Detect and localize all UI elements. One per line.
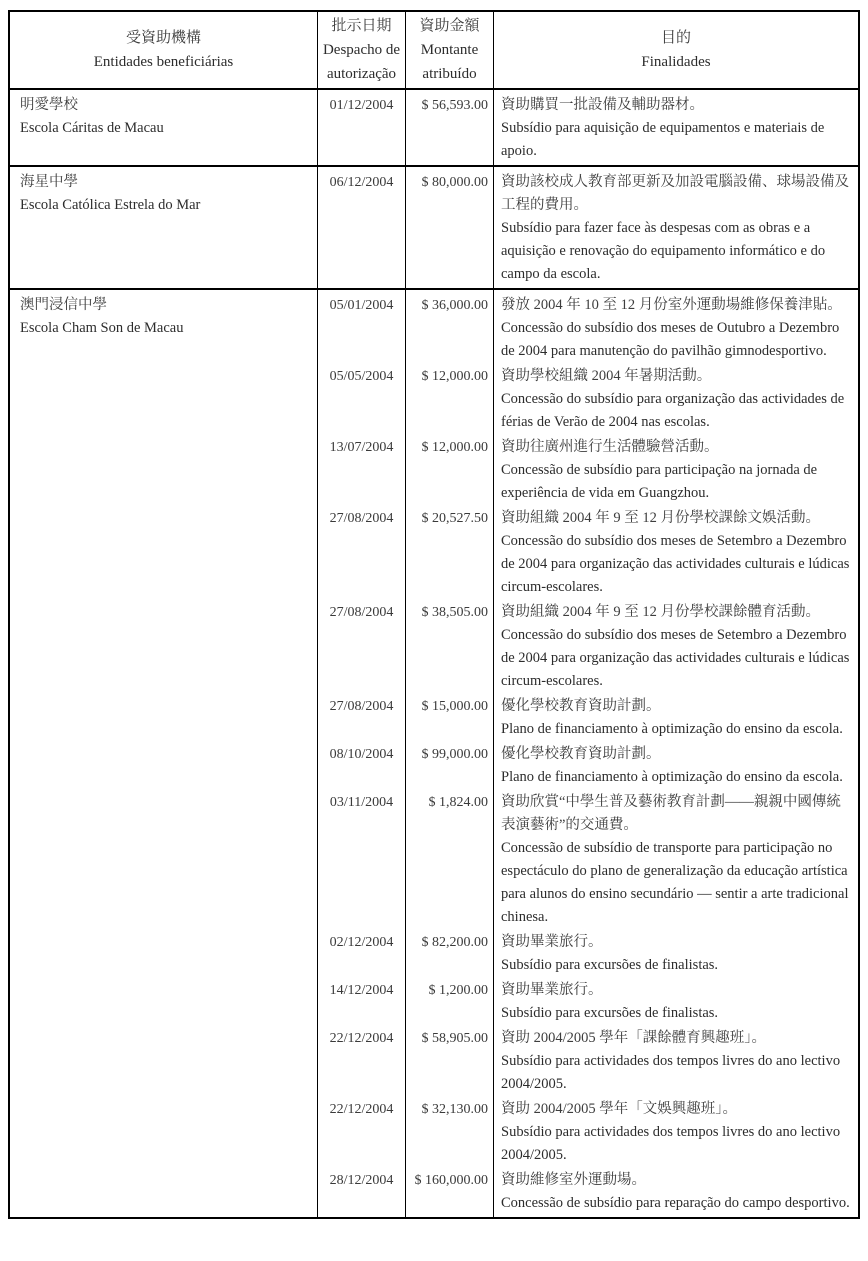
- authorization-date: 27/08/2004: [318, 601, 406, 695]
- purpose-cell: [494, 167, 858, 288]
- entries: [318, 290, 858, 1217]
- purpose-cell: [494, 601, 858, 695]
- amount-attributed: $ 12,000.00: [406, 365, 494, 436]
- purpose-pt: Subsídio para excursões de finalistas.: [501, 957, 719, 973]
- purpose-zh: 資助學校組織 2004 年暑期活動。: [501, 368, 712, 384]
- purpose-cell: [494, 1169, 858, 1217]
- amount-attributed: $ 20,527.50: [406, 507, 494, 601]
- purpose-pt: Subsídio para actividades dos tempos livres do ano lectivo 2004/2005.: [501, 1124, 841, 1163]
- entity-cell: [10, 90, 318, 165]
- amount-attributed: $ 1,200.00: [406, 979, 494, 1027]
- purpose-zh: 資助該校成人教育部更新及加設電腦設備、球場設備及工程的費用。: [501, 174, 849, 213]
- amount-attributed: $ 15,000.00: [406, 695, 494, 743]
- purpose-cell: [494, 931, 858, 979]
- subsidy-entry: [318, 436, 858, 507]
- purpose-cell: [494, 1027, 858, 1098]
- header-entity-pt: Entidades beneficiárias: [93, 54, 234, 70]
- purpose-zh: 資助維修室外運動場。: [501, 1172, 646, 1188]
- purpose-zh: 優化學校教育資助計劃。: [501, 746, 661, 762]
- authorization-date: 27/08/2004: [318, 507, 406, 601]
- authorization-date: 22/12/2004: [318, 1027, 406, 1098]
- purpose-pt: Plano de financiamento à optimização do ensino da escola.: [501, 769, 843, 785]
- entries: [318, 90, 858, 165]
- amount-attributed: $ 160,000.00: [406, 1169, 494, 1217]
- table-row: [10, 90, 858, 167]
- subsidy-entry: [318, 1027, 858, 1098]
- entity-cell: [10, 167, 318, 288]
- authorization-date: 28/12/2004: [318, 1169, 406, 1217]
- amount-attributed: $ 32,130.00: [406, 1098, 494, 1169]
- authorization-date: 05/01/2004: [318, 290, 406, 365]
- entity-name-zh: 澳門浸信中學: [20, 297, 107, 313]
- subsidy-entry: [318, 601, 858, 695]
- authorization-date: 06/12/2004: [318, 167, 406, 288]
- purpose-cell: [494, 979, 858, 1027]
- header-amount: [406, 12, 494, 88]
- purpose-cell: [494, 1098, 858, 1169]
- authorization-date: 22/12/2004: [318, 1098, 406, 1169]
- purpose-zh: 資助畢業旅行。: [501, 982, 603, 998]
- purpose-pt: Concessão do subsídio para organização das actividades de férias de Verão de 2004 nas escolas.: [501, 391, 845, 430]
- entity-name-pt: Escola Cham Son de Macau: [20, 320, 184, 336]
- authorization-date: 08/10/2004: [318, 743, 406, 791]
- purpose-pt: Concessão de subsídio de transporte para participação no espectáculo do plano de generalização da educação artística para alunos do ensino secundário — sentir a arte tradicional chinesa.: [501, 840, 849, 925]
- purpose-cell: [494, 791, 858, 931]
- amount-attributed: $ 36,000.00: [406, 290, 494, 365]
- purpose-cell: [494, 436, 858, 507]
- amount-attributed: $ 58,905.00: [406, 1027, 494, 1098]
- purpose-zh: 發放 2004 年 10 至 12 月份室外運動場維修保養津貼。: [501, 297, 842, 313]
- header-date: [318, 12, 406, 88]
- purpose-pt: Subsídio para excursões de finalistas.: [501, 1005, 719, 1021]
- header-date-pt: Despacho de autorização: [322, 42, 401, 82]
- header-amount-zh: 資助金額: [419, 18, 480, 34]
- subsidy-entry: [318, 90, 858, 165]
- purpose-pt: Plano de financiamento à optimização do ensino da escola.: [501, 721, 843, 737]
- subsidy-entry: [318, 743, 858, 791]
- header-purpose-pt: Finalidades: [641, 54, 711, 70]
- authorization-date: 01/12/2004: [318, 90, 406, 165]
- authorization-date: 02/12/2004: [318, 931, 406, 979]
- authorization-date: 03/11/2004: [318, 791, 406, 931]
- amount-attributed: $ 56,593.00: [406, 90, 494, 165]
- entries: [318, 167, 858, 288]
- purpose-cell: [494, 507, 858, 601]
- subsidy-entry: [318, 290, 858, 365]
- subsidy-entry: [318, 1169, 858, 1217]
- header-amount-pt: Montante atribuído: [420, 42, 479, 82]
- purpose-zh: 優化學校教育資助計劃。: [501, 698, 661, 714]
- purpose-zh: 資助組織 2004 年 9 至 12 月份學校課餘體育活動。: [501, 604, 820, 620]
- subsidy-entry: [318, 931, 858, 979]
- purpose-cell: [494, 365, 858, 436]
- purpose-zh: 資助 2004/2005 學年「課餘體育興趣班」。: [501, 1030, 767, 1046]
- authorization-date: 05/05/2004: [318, 365, 406, 436]
- header-purpose-zh: 目的: [660, 30, 691, 46]
- subsidy-entry: [318, 507, 858, 601]
- purpose-pt: Subsídio para actividades dos tempos livres do ano lectivo 2004/2005.: [501, 1053, 841, 1092]
- subsidy-entry: [318, 167, 858, 288]
- subsidy-entry: [318, 791, 858, 931]
- purpose-zh: 資助 2004/2005 學年「文娛興趣班」。: [501, 1101, 738, 1117]
- entity-cell: [10, 290, 318, 1217]
- header-purpose: [494, 12, 858, 88]
- authorization-date: 14/12/2004: [318, 979, 406, 1027]
- entity-name-zh: 明愛學校: [20, 97, 78, 113]
- table-header: [10, 12, 858, 90]
- header-entity: [10, 12, 318, 88]
- amount-attributed: $ 80,000.00: [406, 167, 494, 288]
- subsidy-entry: [318, 365, 858, 436]
- authorization-date: 27/08/2004: [318, 695, 406, 743]
- purpose-cell: [494, 290, 858, 365]
- entity-name-zh: 海星中學: [20, 174, 78, 190]
- subsidy-entry: [318, 695, 858, 743]
- purpose-zh: 資助組織 2004 年 9 至 12 月份學校課餘文娛活動。: [501, 510, 820, 526]
- subsidy-entry: [318, 979, 858, 1027]
- entity-name-pt: Escola Católica Estrela do Mar: [20, 197, 201, 213]
- table-row: [10, 167, 858, 290]
- purpose-zh: 資助購買一批設備及輔助器材。: [501, 97, 704, 113]
- header-entity-zh: 受資助機構: [125, 30, 201, 46]
- purpose-cell: [494, 90, 858, 165]
- table-row: [10, 290, 858, 1217]
- purpose-pt: Concessão de subsídio para reparação do campo desportivo.: [501, 1195, 850, 1211]
- purpose-pt: Concessão do subsídio dos meses de Setembro a Dezembro de 2004 para organização das actividades culturais e lúdicas circum-escolares.: [501, 627, 850, 689]
- amount-attributed: $ 99,000.00: [406, 743, 494, 791]
- amount-attributed: $ 38,505.00: [406, 601, 494, 695]
- authorization-date: 13/07/2004: [318, 436, 406, 507]
- subsidy-entry: [318, 1098, 858, 1169]
- amount-attributed: $ 12,000.00: [406, 436, 494, 507]
- purpose-zh: 資助欣賞“中學生普及藝術教育計劃——親親中國傳統表演藝術”的交通費。: [501, 794, 841, 833]
- purpose-zh: 資助往廣州進行生活體驗營活動。: [501, 439, 719, 455]
- subsidy-table: [8, 10, 860, 1219]
- purpose-pt: Subsídio para aquisição de equipamentos e materiais de apoio.: [501, 120, 825, 159]
- table-body: [10, 90, 858, 1217]
- amount-attributed: $ 82,200.00: [406, 931, 494, 979]
- purpose-pt: Concessão de subsídio para participação na jornada de experiência de vida em Guangzhou.: [501, 462, 818, 501]
- purpose-pt: Subsídio para fazer face às despesas com as obras e a aquisição e renovação do equipamento informático e do campo da escola.: [501, 220, 826, 282]
- purpose-cell: [494, 743, 858, 791]
- purpose-pt: Concessão do subsídio dos meses de Outubro a Dezembro de 2004 para manutenção do pavilhão gimnodesportivo.: [501, 320, 840, 359]
- amount-attributed: $ 1,824.00: [406, 791, 494, 931]
- purpose-pt: Concessão do subsídio dos meses de Setembro a Dezembro de 2004 para organização das actividades culturais e lúdicas circum-escolares.: [501, 533, 850, 595]
- purpose-zh: 資助畢業旅行。: [501, 934, 603, 950]
- purpose-cell: [494, 695, 858, 743]
- entity-name-pt: Escola Cáritas de Macau: [20, 120, 164, 136]
- header-date-zh: 批示日期: [331, 18, 392, 34]
